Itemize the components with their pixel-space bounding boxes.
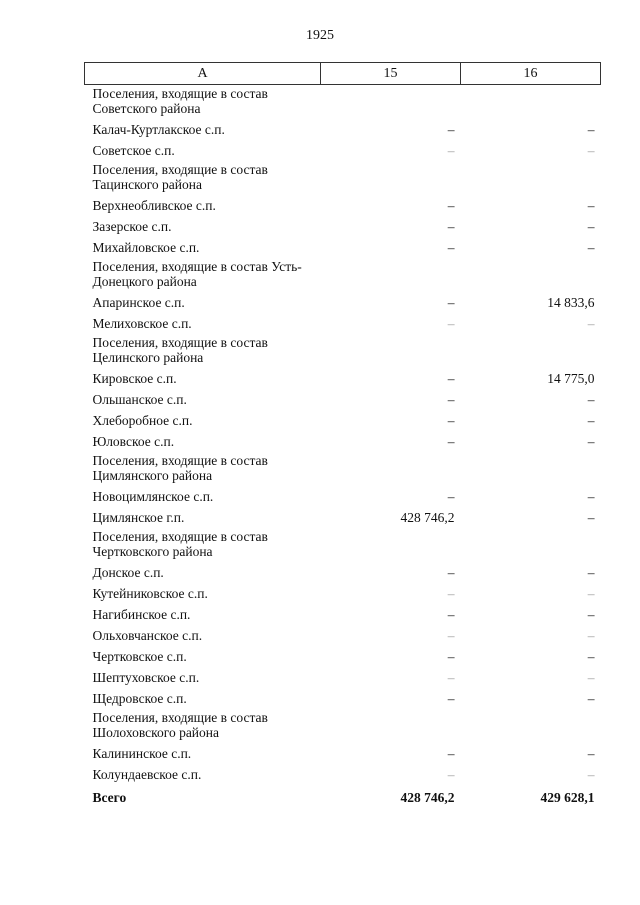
settlement-name: Верхнеобливское с.п. (92, 198, 216, 213)
table-row (85, 140, 601, 161)
table-row (85, 688, 601, 709)
value-col-15: – (447, 122, 455, 137)
settlement-name: Калининское с.п. (92, 746, 192, 761)
table-row (85, 507, 601, 528)
empty-cell (321, 709, 461, 743)
settlement-name: Ольховчанское с.п. (92, 628, 203, 643)
settlement-name: Хлеборобное с.п. (92, 413, 193, 428)
value-col-15: – (447, 143, 455, 158)
value-col-16: – (587, 767, 595, 782)
settlement-name: Юловское с.п. (92, 434, 175, 449)
group-header-row (85, 452, 601, 486)
page-number: 1925 (306, 28, 334, 43)
budget-table (84, 62, 601, 805)
empty-cell (461, 452, 601, 486)
value-col-16: – (587, 565, 595, 580)
value-col-16: – (587, 413, 595, 428)
value-col-15: – (447, 489, 455, 504)
value-col-15: – (447, 649, 455, 664)
empty-cell (321, 161, 461, 195)
table-row (85, 368, 601, 389)
settlement-name: Колундаевское с.п. (92, 767, 202, 782)
settlement-name: Чертковское с.п. (92, 649, 187, 664)
table-row (85, 743, 601, 764)
header-column-16: 16 (461, 63, 601, 85)
total-label: Всего (92, 790, 127, 805)
value-col-16: – (587, 434, 595, 449)
settlement-name: Калач-Куртлакское с.п. (92, 122, 225, 137)
group-label: Поселения, входящие в состав Шолоховского района (92, 710, 268, 740)
value-col-16: – (587, 219, 595, 234)
empty-cell (321, 258, 461, 292)
group-header-row (85, 528, 601, 562)
value-col-16: 14 833,6 (547, 295, 595, 310)
table-row (85, 431, 601, 452)
table-row (85, 486, 601, 507)
value-col-16: – (587, 392, 595, 407)
value-col-16: – (587, 746, 595, 761)
value-col-15: – (447, 434, 455, 449)
value-col-16: – (587, 649, 595, 664)
table-row (85, 562, 601, 583)
value-col-15: – (447, 316, 455, 331)
value-col-16: – (587, 670, 595, 685)
table-header (85, 63, 601, 85)
value-col-15: – (447, 691, 455, 706)
table-row (85, 237, 601, 258)
value-col-15: 428 746,2 (400, 510, 455, 525)
settlement-name: Ольшанское с.п. (92, 392, 187, 407)
value-col-16: – (587, 628, 595, 643)
value-col-16: – (587, 122, 595, 137)
total-row (85, 785, 601, 805)
settlement-name: Щедровское с.п. (92, 691, 187, 706)
empty-cell (461, 709, 601, 743)
value-col-16: – (587, 691, 595, 706)
group-label: Поселения, входящие в состав Советского района (92, 86, 268, 116)
value-col-15: – (447, 219, 455, 234)
empty-cell (321, 528, 461, 562)
table-row (85, 119, 601, 140)
table-row (85, 583, 601, 604)
total-col-16: 429 628,1 (540, 790, 595, 805)
table-row (85, 410, 601, 431)
value-col-15: – (447, 240, 455, 255)
value-col-15: – (447, 565, 455, 580)
table-row (85, 389, 601, 410)
value-col-15: – (447, 295, 455, 310)
settlement-name: Зазерское с.п. (92, 219, 172, 234)
total-col-15: 428 746,2 (400, 790, 455, 805)
empty-cell (461, 161, 601, 195)
value-col-16: – (587, 607, 595, 622)
group-label: Поселения, входящие в состав Чертковского района (92, 529, 268, 559)
header-column-15: 15 (321, 63, 461, 85)
empty-cell (461, 334, 601, 368)
empty-cell (461, 85, 601, 120)
empty-cell (321, 334, 461, 368)
value-col-16: 14 775,0 (547, 371, 595, 386)
value-col-15: – (447, 392, 455, 407)
settlement-name: Кутейниковское с.п. (92, 586, 208, 601)
group-header-row (85, 334, 601, 368)
value-col-16: – (587, 586, 595, 601)
header-column-a: А (85, 63, 321, 85)
settlement-name: Новоцимлянское с.п. (92, 489, 214, 504)
value-col-15: – (447, 767, 455, 782)
empty-cell (461, 528, 601, 562)
group-header-row (85, 258, 601, 292)
group-header-row (85, 709, 601, 743)
table-row (85, 604, 601, 625)
empty-cell (321, 452, 461, 486)
value-col-16: – (587, 143, 595, 158)
value-col-15: – (447, 607, 455, 622)
value-col-15: – (447, 198, 455, 213)
settlement-name: Советское с.п. (92, 143, 175, 158)
value-col-16: – (587, 240, 595, 255)
settlement-name: Цимлянское г.п. (92, 510, 185, 525)
value-col-15: – (447, 371, 455, 386)
value-col-16: – (587, 489, 595, 504)
settlement-name: Донское с.п. (92, 565, 164, 580)
settlement-name: Нагибинское с.п. (92, 607, 191, 622)
value-col-15: – (447, 670, 455, 685)
settlement-name: Кировское с.п. (92, 371, 177, 386)
group-header-row (85, 85, 601, 120)
value-col-16: – (587, 316, 595, 331)
group-label: Поселения, входящие в состав Тацинского района (92, 162, 268, 192)
value-col-16: – (587, 510, 595, 525)
group-label: Поселения, входящие в состав Цимлянского района (92, 453, 268, 483)
table-row (85, 313, 601, 334)
table-row (85, 292, 601, 313)
value-col-16: – (587, 198, 595, 213)
table-row (85, 764, 601, 785)
value-col-15: – (447, 586, 455, 601)
table-body (85, 85, 601, 806)
table-row (85, 216, 601, 237)
settlement-name: Апаринское с.п. (92, 295, 185, 310)
settlement-name: Шептуховское с.п. (92, 670, 200, 685)
value-col-15: – (447, 628, 455, 643)
group-label: Поселения, входящие в состав Целинского района (92, 335, 268, 365)
value-col-15: – (447, 413, 455, 428)
group-label: Поселения, входящие в состав Усть-Донецкого района (92, 259, 302, 289)
table-row (85, 195, 601, 216)
table-row (85, 646, 601, 667)
settlement-name: Михайловское с.п. (92, 240, 200, 255)
table-row (85, 625, 601, 646)
empty-cell (321, 85, 461, 120)
table-row (85, 667, 601, 688)
value-col-15: – (447, 746, 455, 761)
header-row (85, 63, 601, 85)
empty-cell (461, 258, 601, 292)
group-header-row (85, 161, 601, 195)
settlement-name: Мелиховское с.п. (92, 316, 192, 331)
